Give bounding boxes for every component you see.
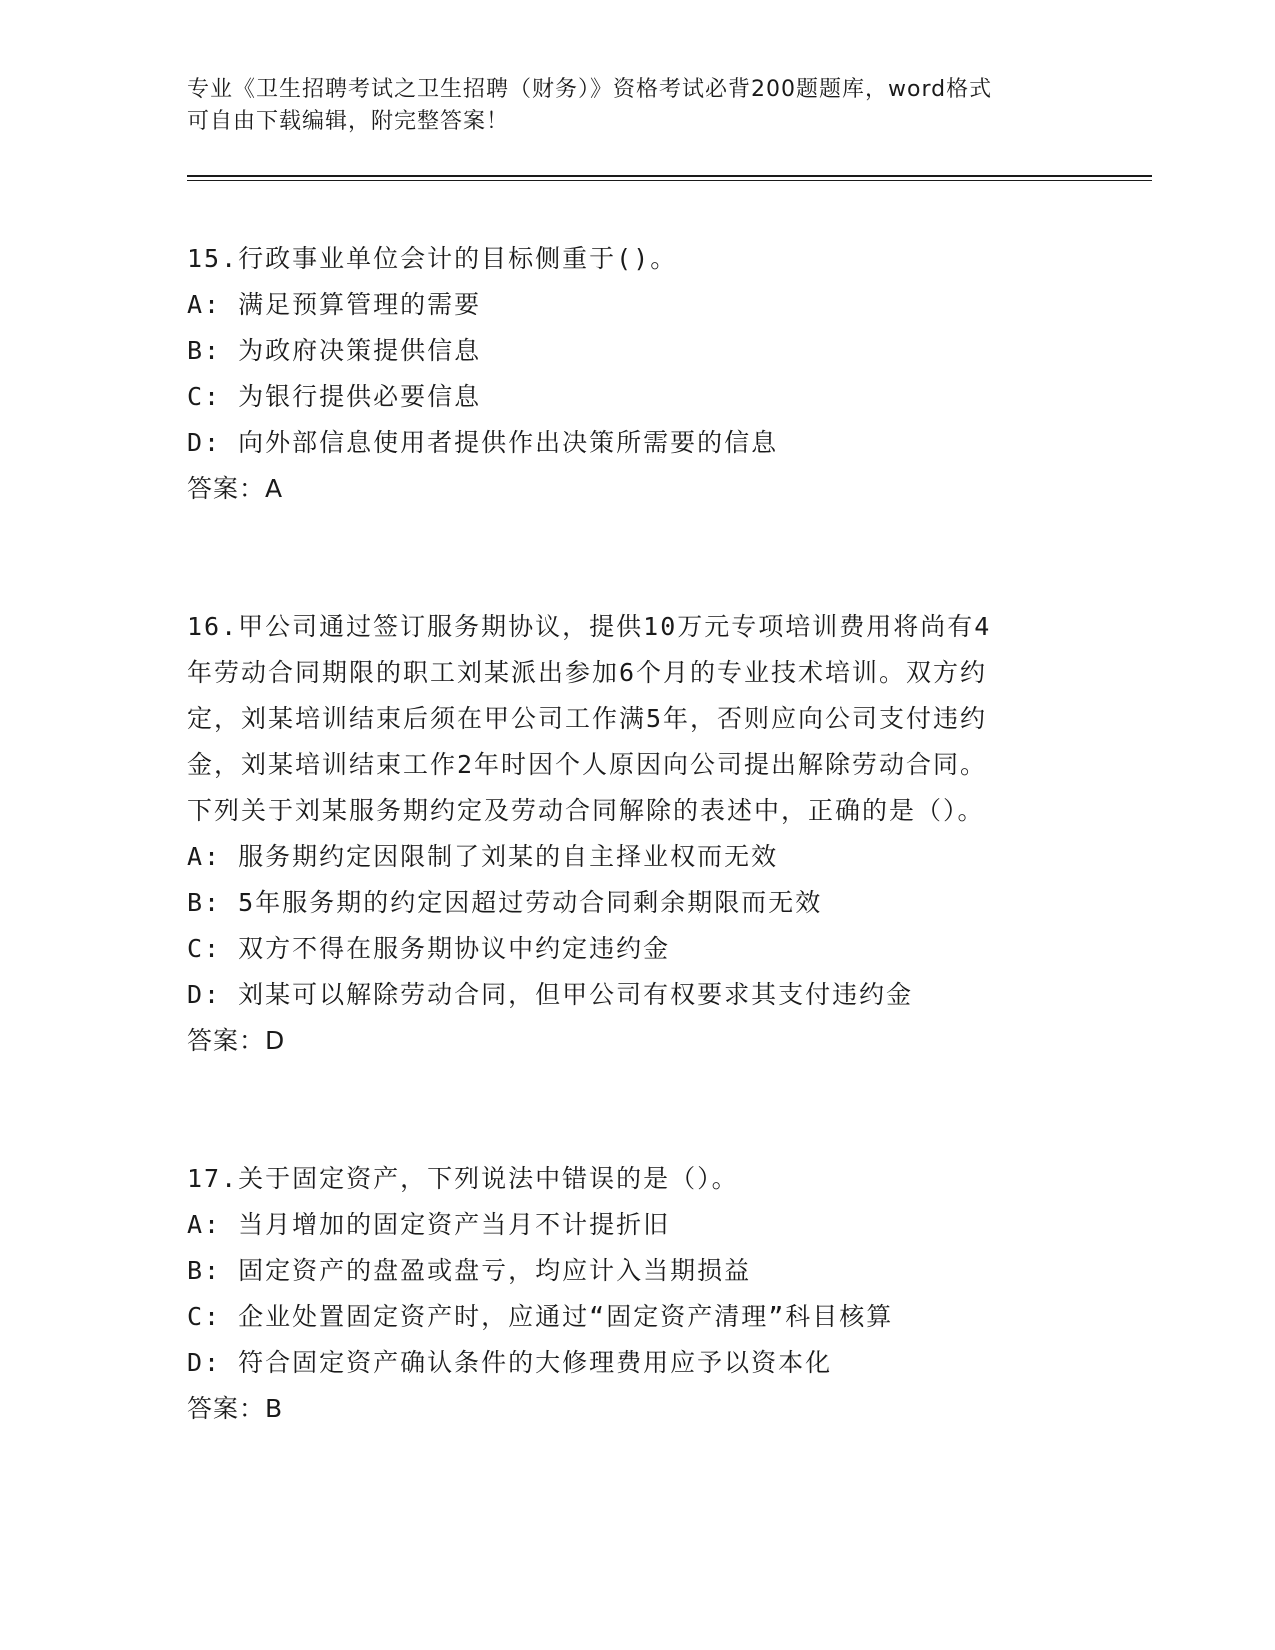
question-stem-line: 年劳动合同期限的职工刘某派出参加6个月的专业技术培训。双方约 (187, 658, 988, 687)
answer-line: 答案：A (187, 474, 284, 503)
question-stem: 15.行政事业单位会计的目标侧重于()。 (187, 244, 678, 273)
question-stem-line: 下列关于刘某服务期约定及劳动合同解除的表述中，正确的是（）。 (187, 796, 985, 825)
option-a: A: 满足预算管理的需要 (187, 290, 482, 319)
question-15 (187, 236, 1077, 512)
question-16 (187, 604, 1077, 1064)
question-stem-line: 16.甲公司通过签订服务期协议，提供10万元专项培训费用将尚有4 (187, 612, 992, 641)
option-c: C: 企业处置固定资产时，应通过“固定资产清理”科目核算 (187, 1302, 894, 1331)
option-b: B: 为政府决策提供信息 (187, 336, 482, 365)
option-a: A: 当月增加的固定资产当月不计提折旧 (187, 1210, 671, 1239)
option-d: D: 向外部信息使用者提供作出决策所需要的信息 (187, 428, 779, 457)
option-c: C: 为银行提供必要信息 (187, 382, 482, 411)
header-divider-thin (187, 180, 1152, 181)
question-stem-line: 定，刘某培训结束后须在甲公司工作满5年，否则应向公司支付违约 (187, 704, 988, 733)
document-header (187, 74, 1067, 138)
option-b: B: 固定资产的盘盈或盘亏，均应计入当期损益 (187, 1256, 752, 1285)
option-c: C: 双方不得在服务期协议中约定违约金 (187, 934, 671, 963)
question-17 (187, 1156, 1077, 1432)
question-stem: 17.关于固定资产，下列说法中错误的是（）。 (187, 1164, 739, 1193)
question-list (187, 236, 1077, 1432)
question-stem-line: 金，刘某培训结束工作2年时因个人原因向公司提出解除劳动合同。 (187, 750, 988, 779)
header-title-line-1: 专业《卫生招聘考试之卫生招聘（财务）》资格考试必背200题题库，word格式 (187, 77, 993, 102)
question-spacer (187, 512, 1077, 604)
header-divider-thick (187, 175, 1152, 177)
answer-line: 答案：D (187, 1026, 286, 1055)
answer-line: 答案：B (187, 1394, 284, 1423)
question-spacer (187, 1064, 1077, 1156)
option-b: B: 5年服务期的约定因超过劳动合同剩余期限而无效 (187, 888, 823, 917)
header-title-line-2: 可自由下载编辑，附完整答案！ (187, 109, 510, 134)
option-d: D: 符合固定资产确认条件的大修理费用应予以资本化 (187, 1348, 833, 1377)
option-d: D: 刘某可以解除劳动合同，但甲公司有权要求其支付违约金 (187, 980, 914, 1009)
option-a: A: 服务期约定因限制了刘某的自主择业权而无效 (187, 842, 779, 871)
